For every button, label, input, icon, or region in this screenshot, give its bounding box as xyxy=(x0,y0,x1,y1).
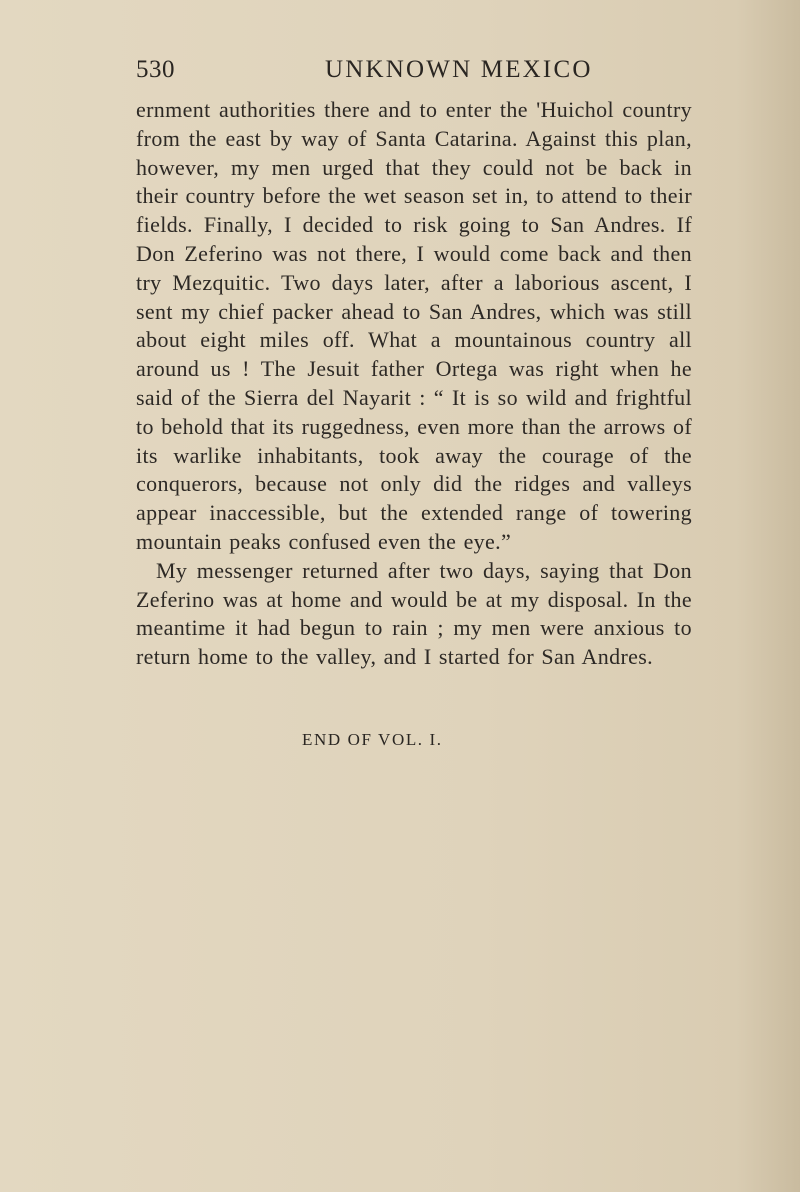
page-header xyxy=(136,56,690,92)
paragraph: My messenger returned after two days, saying that Don Zeferino was at home and would be at my disposal. In the meantime it had begun to rain ; my men were anxious to return home to the valley, and I started for San Andres. xyxy=(136,557,692,670)
paragraph: ernment authorities there and to enter the 'Huichol country from the east by way of Santa Catarina. Against this plan, however, my men urged that they could not be back in their country before the wet season set in, to attend to their fields. Finally, I decided to risk going to San Andres. If Don Zeferino was not there, I would come back and then try Mezquitic. Two days later, after a laborious ascent, I sent my chief packer ahead to San Andres, which was still about eight miles off. What a mountainous country all around us ! The Jesuit father Ortega was right when he said of the Sierra del Nayarit : “ It is so wild and frightful to behold that its ruggedness, even more than the arrows of its warlike inhabitants, took away the courage of the conquerors, because not only did the ridges and valleys appear inaccessible, but the extended range of towering mountain peaks confused even the eye.” xyxy=(136,97,692,554)
page-number: 530 xyxy=(136,56,175,83)
body-text xyxy=(136,96,692,672)
running-title: UNKNOWN MEXICO xyxy=(325,56,593,83)
end-of-volume-note: END OF VOL. I. xyxy=(302,730,443,749)
